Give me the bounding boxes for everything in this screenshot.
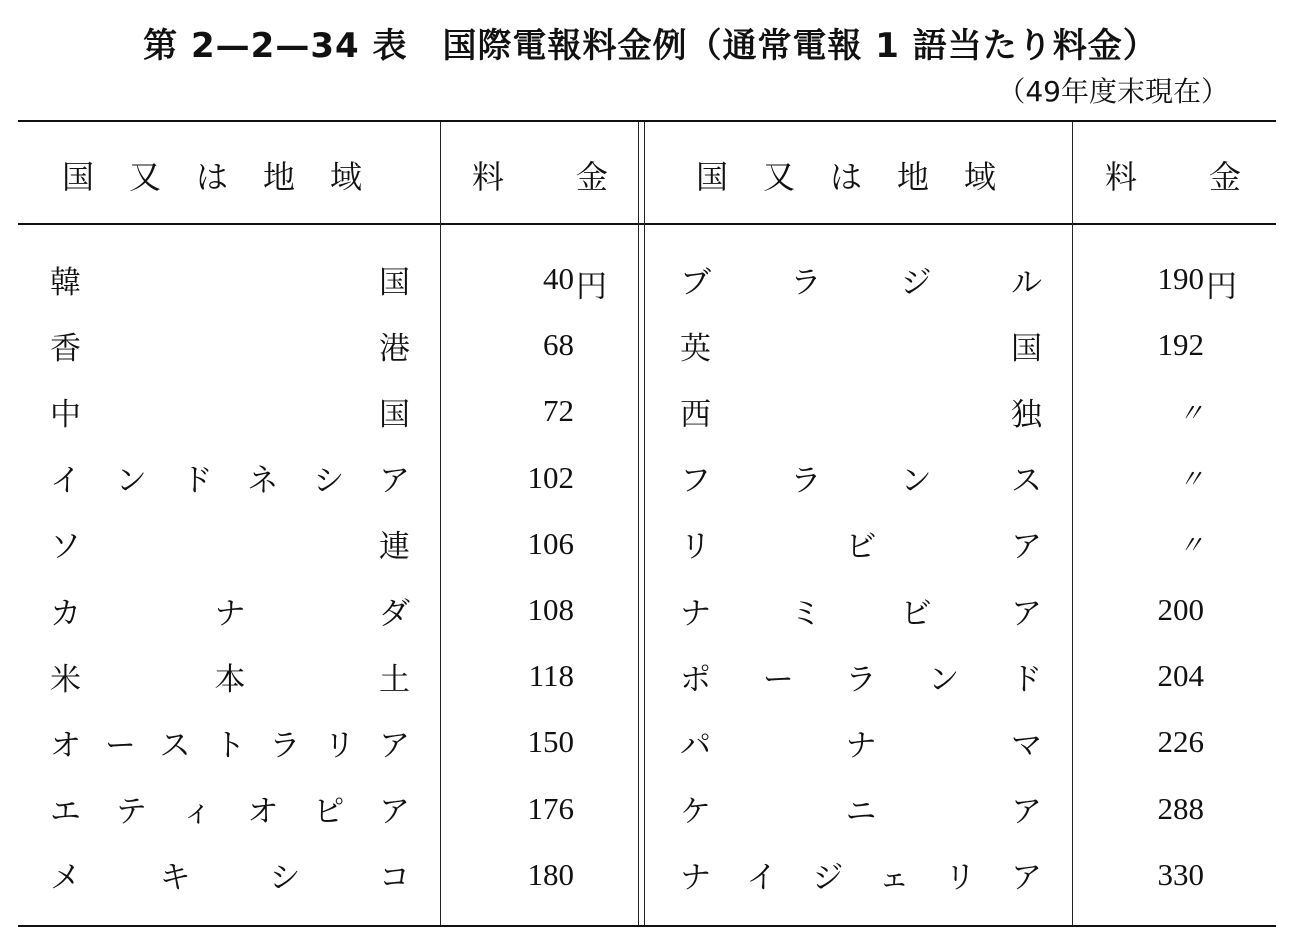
region-char: キ xyxy=(159,860,191,897)
bottom-rule xyxy=(18,925,1276,927)
header-char: 金 xyxy=(1208,158,1241,196)
region-char: ブ xyxy=(680,264,711,301)
fee-unit: 円 xyxy=(576,269,607,304)
header-char: 地 xyxy=(896,158,929,196)
region-char: ラ xyxy=(790,264,822,301)
region-char: シ xyxy=(269,860,301,897)
fee-amount: 40 xyxy=(543,261,574,296)
region-char: イ xyxy=(746,860,778,897)
region-name xyxy=(680,323,1042,368)
region-char: ト xyxy=(214,727,246,764)
region-char: リ xyxy=(944,860,976,897)
fee-amount: 288 xyxy=(1157,790,1204,826)
fee-amount: 72 xyxy=(543,393,574,429)
fee-unit: 円 xyxy=(1206,269,1237,304)
region-char: ン xyxy=(928,661,960,698)
region-char: 米 xyxy=(50,661,81,698)
table-row xyxy=(0,246,1301,312)
region-char: テ xyxy=(115,794,147,831)
fee-value xyxy=(1100,459,1204,496)
header-char: 域 xyxy=(329,158,362,196)
region-char: カ xyxy=(50,595,81,632)
table-row xyxy=(0,511,1301,577)
region-name xyxy=(680,389,1042,434)
region-char: ー xyxy=(762,661,794,698)
fee-amount: 204 xyxy=(1157,658,1204,694)
region-char: ラ xyxy=(790,463,822,500)
region-char: 本 xyxy=(214,661,246,698)
fee-value xyxy=(1100,592,1204,628)
fee-amount: 102 xyxy=(527,459,574,495)
region-char: ラ xyxy=(845,661,877,698)
fee-value xyxy=(1100,791,1204,827)
table-row xyxy=(0,445,1301,511)
region-char: ア xyxy=(1011,529,1042,566)
header-char: 域 xyxy=(963,158,996,196)
region-char: ア xyxy=(1010,595,1042,632)
header-char: は xyxy=(829,158,862,196)
header-char: 地 xyxy=(262,158,295,196)
region-char: 土 xyxy=(379,661,410,698)
header-region-right xyxy=(696,152,996,198)
header-char: 金 xyxy=(575,158,608,196)
region-char: リ xyxy=(680,529,711,566)
region-char: 香 xyxy=(50,330,81,367)
fee-amount: 106 xyxy=(527,525,574,561)
header-char: 国 xyxy=(62,158,95,196)
header-char: 料 xyxy=(1105,158,1138,196)
table-row xyxy=(0,577,1301,643)
region-char: ピ xyxy=(313,794,345,831)
fee-amount: 118 xyxy=(528,658,574,694)
region-char: ジ xyxy=(900,264,932,301)
fee-value xyxy=(1100,393,1204,430)
region-char: ネ xyxy=(247,463,279,500)
region-char: ア xyxy=(378,794,410,831)
region-char: 中 xyxy=(50,396,81,433)
region-char: ビ xyxy=(845,529,877,566)
region-char: ジ xyxy=(812,860,844,897)
fee-amount: 176 xyxy=(527,790,574,826)
fee-amount: 190 xyxy=(1157,261,1204,296)
region-char: オ xyxy=(247,794,279,831)
region-char: ル xyxy=(1010,264,1042,301)
region-char: ニ xyxy=(845,794,877,831)
header-char: 又 xyxy=(762,158,795,196)
fee-amount: 226 xyxy=(1157,724,1204,760)
region-name xyxy=(680,257,1042,302)
region-name xyxy=(680,720,1042,765)
fee-value xyxy=(1100,857,1204,893)
region-char: ナ xyxy=(680,595,711,632)
region-char: ス xyxy=(159,727,191,764)
region-char: 英 xyxy=(680,330,711,367)
region-char: ビ xyxy=(900,595,932,632)
region-char: ド xyxy=(181,463,213,500)
region-char: ア xyxy=(378,727,410,764)
fee-amount: 〃 xyxy=(1177,465,1204,496)
fee-amount: 〃 xyxy=(1177,531,1204,562)
region-char: ポ xyxy=(680,661,711,698)
fee-amount: 〃 xyxy=(1177,398,1204,429)
region-name xyxy=(680,786,1042,831)
table-row xyxy=(0,312,1301,378)
region-char: 国 xyxy=(379,264,410,301)
region-char: ス xyxy=(1010,463,1042,500)
region-name xyxy=(680,852,1042,897)
region-char: 国 xyxy=(1011,330,1042,367)
fee-amount: 68 xyxy=(543,327,574,363)
region-char: ア xyxy=(378,463,410,500)
region-char: 港 xyxy=(379,330,410,367)
region-char: ケ xyxy=(680,794,711,831)
header-char: 又 xyxy=(128,158,161,196)
region-char: ダ xyxy=(379,595,410,632)
fee-value xyxy=(1100,327,1204,363)
region-char: 西 xyxy=(680,396,711,433)
region-char: ェ xyxy=(878,860,910,897)
fee-value xyxy=(1100,525,1204,562)
fee-value xyxy=(1100,658,1204,694)
table-title: 第 2—2—34 表 国際電報料金例（通常電報 1 語当たり料金） xyxy=(143,26,1158,66)
region-char: メ xyxy=(50,860,81,897)
header-rule xyxy=(18,223,1276,225)
table-row xyxy=(0,842,1301,908)
region-char: ラ xyxy=(269,727,301,764)
region-char: 国 xyxy=(379,396,410,433)
header-char: 国 xyxy=(696,158,729,196)
table-row xyxy=(0,709,1301,775)
fee-amount: 150 xyxy=(527,724,574,760)
as-of-note: （49年度末現在） xyxy=(997,75,1229,108)
table-row xyxy=(0,776,1301,842)
region-char: 韓 xyxy=(50,264,81,301)
region-char: ア xyxy=(1011,794,1042,831)
region-name xyxy=(680,588,1042,633)
header-fee-left xyxy=(472,152,608,198)
fee-amount: 108 xyxy=(527,592,574,627)
region-char: マ xyxy=(1011,727,1042,764)
region-char: オ xyxy=(50,727,81,764)
region-char: ソ xyxy=(50,529,81,566)
region-char: リ xyxy=(324,727,356,764)
region-char: ナ xyxy=(845,727,877,764)
header-region-left xyxy=(62,152,362,198)
header-char: は xyxy=(195,158,228,196)
fee-value xyxy=(1100,724,1204,760)
region-char: パ xyxy=(680,727,711,764)
region-char: コ xyxy=(378,860,410,897)
region-char: ナ xyxy=(214,595,246,632)
header-char: 料 xyxy=(472,158,505,196)
region-name xyxy=(680,455,1042,500)
region-char: 連 xyxy=(379,529,410,566)
region-char: フ xyxy=(680,463,711,500)
fee-value xyxy=(1100,261,1237,304)
region-char: ィ xyxy=(181,794,213,831)
region-char: シ xyxy=(313,463,345,500)
region-name xyxy=(680,654,1042,699)
fee-amount: 192 xyxy=(1157,327,1204,363)
fee-amount: 200 xyxy=(1157,592,1204,627)
fee-amount: 180 xyxy=(527,856,574,892)
region-char: 独 xyxy=(1011,396,1042,433)
region-char: イ xyxy=(50,463,81,500)
region-char: ミ xyxy=(790,595,822,632)
region-char: ン xyxy=(115,463,147,500)
fee-amount: 330 xyxy=(1157,856,1204,892)
region-char: ー xyxy=(104,727,136,764)
region-char: エ xyxy=(50,794,81,831)
top-rule xyxy=(18,120,1276,122)
region-char: ナ xyxy=(680,860,711,897)
header-fee-right xyxy=(1105,152,1241,198)
table-row xyxy=(0,643,1301,709)
table-row xyxy=(0,378,1301,444)
region-char: ア xyxy=(1010,860,1042,897)
region-char: ン xyxy=(900,463,932,500)
region-char: ド xyxy=(1011,661,1042,698)
region-name xyxy=(680,521,1042,566)
